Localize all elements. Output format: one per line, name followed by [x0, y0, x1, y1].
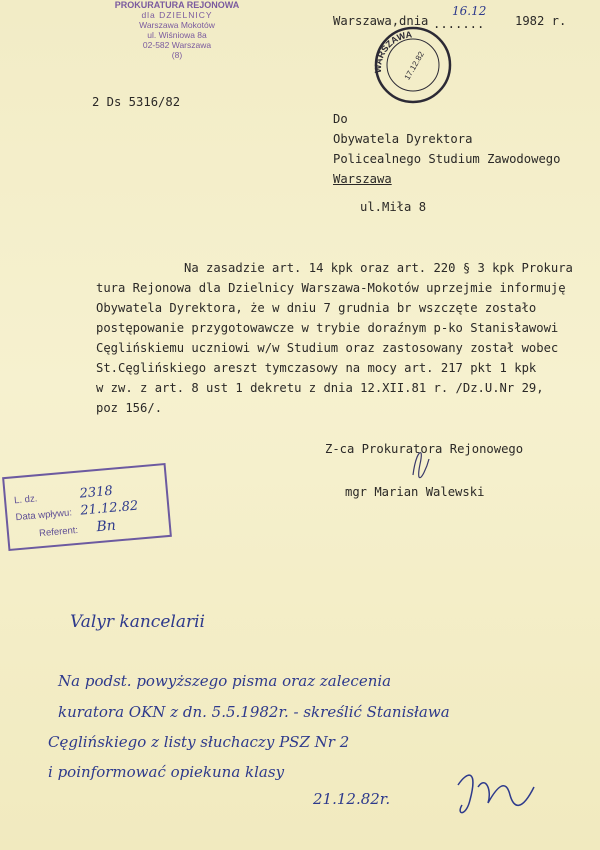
office-stamp-line-1: PROKURATURA REJONOWA: [114, 0, 240, 10]
body-line: St.Cęglińskiego areszt tymczasowy na mocy art. 217 pkt 1 kpk: [96, 361, 537, 375]
registration-referent-label: Referent:: [38, 524, 79, 540]
registration-ldz-label: L. dz.: [13, 493, 38, 507]
office-stamp: [92, 0, 262, 60]
date-day-month: 16.12: [452, 4, 487, 18]
registration-stamp: [2, 463, 172, 551]
office-stamp-line-4: ul. Wiśniowa 8a: [147, 30, 207, 40]
recipient-to: Do: [333, 112, 348, 126]
handwritten-line: kuratora OKN z dn. 5.5.1982r. - skreślić Stanisława: [58, 703, 450, 721]
registration-date-label: Data wpływu:: [15, 507, 73, 524]
round-stamp-text: WARSZAWA: [372, 29, 413, 74]
recipient-line-1: Obywatela Dyrektora: [333, 132, 473, 146]
handwritten-line: Na podst. powyższego pisma oraz zalecenia: [58, 672, 392, 690]
registration-date-value: 21.12.82: [79, 498, 139, 519]
registration-ldz-value: 2318: [79, 483, 114, 502]
date-dots: .......: [433, 17, 485, 31]
body-line: tura Rejonowa dla Dzielnicy Warszawa-Mokotów uprzejmie informuję: [96, 281, 566, 295]
office-stamp-line-5: 02-582 Warszawa: [142, 40, 212, 50]
recipient-city: Warszawa: [333, 172, 392, 186]
round-stamp-date: 17.12.82: [402, 50, 426, 82]
registration-referent-value: Bn: [95, 517, 117, 536]
handwritten-signature: [448, 765, 548, 825]
signature-name: mgr Marian Walewski: [345, 485, 485, 499]
recipient-street: ul.Miła 8: [360, 200, 427, 214]
round-stamp: [372, 25, 454, 105]
body-line: Obywatela Dyrektora, że w dniu 7 grudnia br wszczęte zostało: [96, 301, 537, 315]
date-year: 1982 r.: [515, 14, 567, 28]
office-stamp-line-6: (8): [171, 50, 183, 60]
body-line: postępowanie przygotowawcze w trybie doraźnym p-ko Stanisławowi: [96, 321, 559, 335]
handwritten-date: 21.12.82r.: [313, 790, 391, 808]
office-stamp-line-2: dla DZIELNICY: [141, 10, 213, 20]
body-line: poz 156/.: [96, 401, 163, 415]
handwritten-heading: Valyr kancelarii: [70, 612, 205, 632]
handwritten-line: i poinformować opiekuna klasy: [48, 763, 285, 781]
recipient-line-2: Policealnego Studium Zawodowego: [333, 152, 561, 166]
svg-text:WARSZAWA: [373, 29, 413, 73]
signature-title: Z-ca Prokuratora Rejonowego: [325, 442, 524, 456]
place-date-prefix: Warszawa,dnia: [333, 14, 429, 28]
case-reference: 2 Ds 5316/82: [92, 95, 181, 109]
handwritten-line: Cęglińskiego z listy słuchaczy PSZ Nr 2: [48, 733, 350, 751]
office-stamp-line-3: Warszawa Mokotów: [139, 20, 215, 30]
signature-scribble: [405, 445, 435, 485]
body-line: Na zasadzie art. 14 kpk oraz art. 220 § 3 kpk Prokura: [184, 261, 573, 275]
body-line: w zw. z art. 8 ust 1 dekretu z dnia 12.XII.81 r. /Dz.U.Nr 29,: [96, 381, 544, 395]
body-line: Cęglińskiemu uczniowi w/w Studium oraz zastosowany został wobec: [96, 341, 559, 355]
